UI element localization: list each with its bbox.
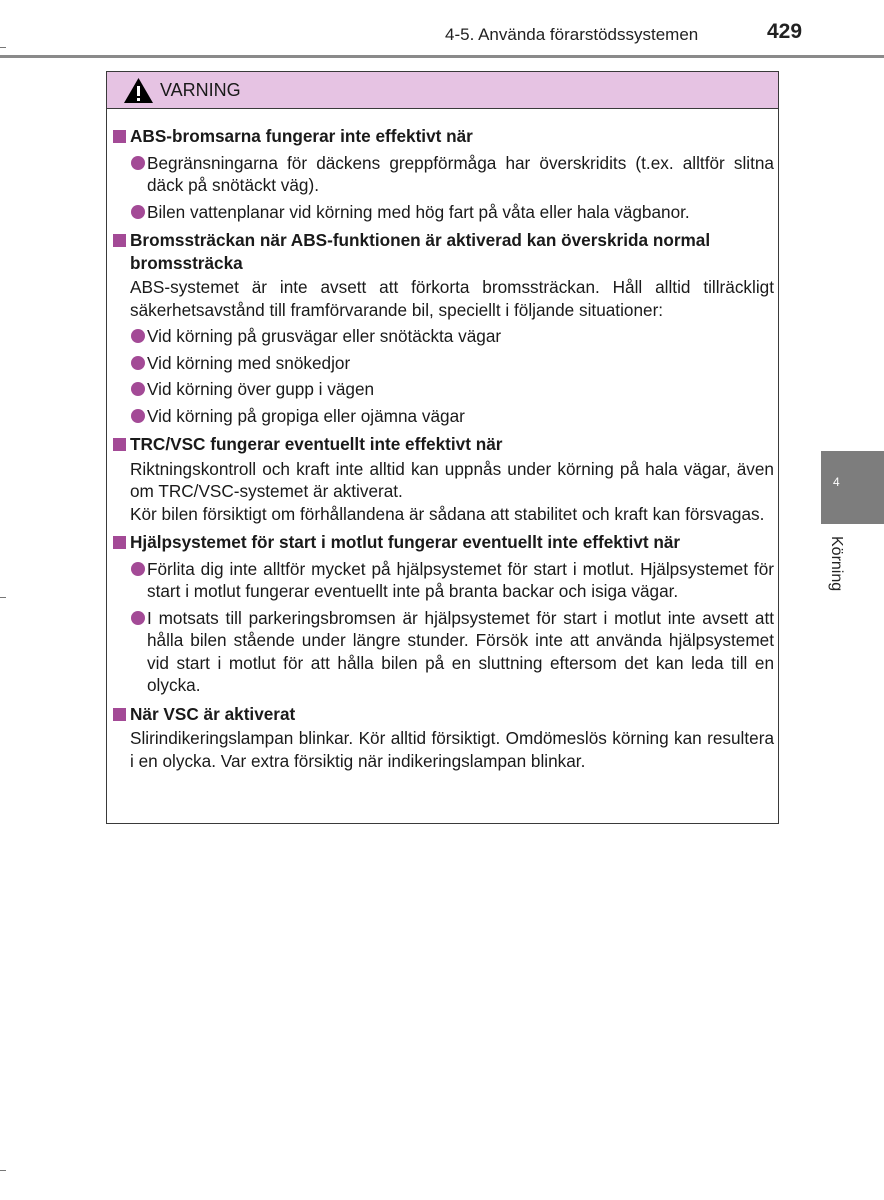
header-divider [0,55,884,58]
section-heading: Bromssträckan när ABS-funktionen är aktiverad kan överskrida normal bromssträcka [112,229,774,274]
list-item: Bilen vattenplanar vid körning med hög fart på våta eller hala vägbanor. [112,201,774,224]
round-bullet-icon [131,562,145,576]
round-bullet-icon [131,356,145,370]
crop-mark [0,47,6,48]
warning-title: VARNING [160,79,241,100]
section-text: Kör bilen försiktigt om förhållandena är sådana att stabilitet och kraft kan försvagas. [130,503,765,524]
page-number: 429 [767,20,803,43]
square-bullet-icon [113,130,126,143]
list-item: Vid körning på grusvägar eller snötäckta vägar [112,325,774,348]
warning-box [106,71,779,824]
warning-header [107,72,778,109]
square-bullet-icon [113,708,126,721]
list-item: Vid körning på gropiga eller ojämna vägar [112,405,774,428]
round-bullet-icon [131,329,145,343]
list-item: Begränsningarna för däckens greppförmåga har överskridits (t.ex. alltför slitna däck på snötäckt väg). [112,152,774,197]
chapter-number: 4 [833,475,840,489]
warning-triangle-icon [123,77,154,104]
round-bullet-icon [131,611,145,625]
section-heading: ABS-bromsarna fungerar inte effektivt när [112,125,774,148]
section-heading: TRC/VSC fungerar eventuellt inte effektivt när [112,433,774,456]
square-bullet-icon [113,536,126,549]
square-bullet-icon [113,438,126,451]
crop-mark [0,597,6,598]
square-bullet-icon [113,234,126,247]
chapter-label: Körning [828,536,845,592]
crop-mark [0,1170,6,1171]
warning-content [112,125,774,772]
section-text: ABS-systemet är inte avsett att förkorta bromssträckan. Håll alltid tillräckligt säkerhetsavstånd till framförvarande bil, speciellt i följande situationer: [130,277,774,320]
section-text: Slirindikeringslampan blinkar. Kör alltid försiktigt. Omdömeslös körning kan resultera i en olycka. Var extra försiktig när indikeringslampan blinkar. [130,728,774,771]
section-heading: Hjälpsystemet för start i motlut fungerar eventuellt inte effektivt när [112,531,774,554]
list-item: I motsats till parkeringsbromsen är hjälpsystemet för start i motlut inte avsett att hålla bilen stående under längre stunder. Försök inte att använda hjälpsystemet vid start i motlut för att hålla bilen på en sluttning eftersom det kan leda till en olycka. [112,607,774,697]
list-item: Vid körning över gupp i vägen [112,378,774,401]
list-item: Vid körning med snökedjor [112,352,774,375]
header-section-title: 4-5. Använda förarstödssystemen [445,25,699,44]
round-bullet-icon [131,156,145,170]
round-bullet-icon [131,409,145,423]
round-bullet-icon [131,205,145,219]
section-text: Riktningskontroll och kraft inte alltid kan uppnås under körning på hala vägar, även om TRC/VSC-systemet är aktiverat. [130,458,774,501]
list-item: Förlita dig inte alltför mycket på hjälpsystemet för start i motlut. Hjälpsystemet för start i motlut fungerar eventuellt inte på branta backar och isiga vägar. [112,558,774,603]
section-heading: När VSC är aktiverat [112,703,774,726]
chapter-tab [821,451,884,524]
round-bullet-icon [131,382,145,396]
